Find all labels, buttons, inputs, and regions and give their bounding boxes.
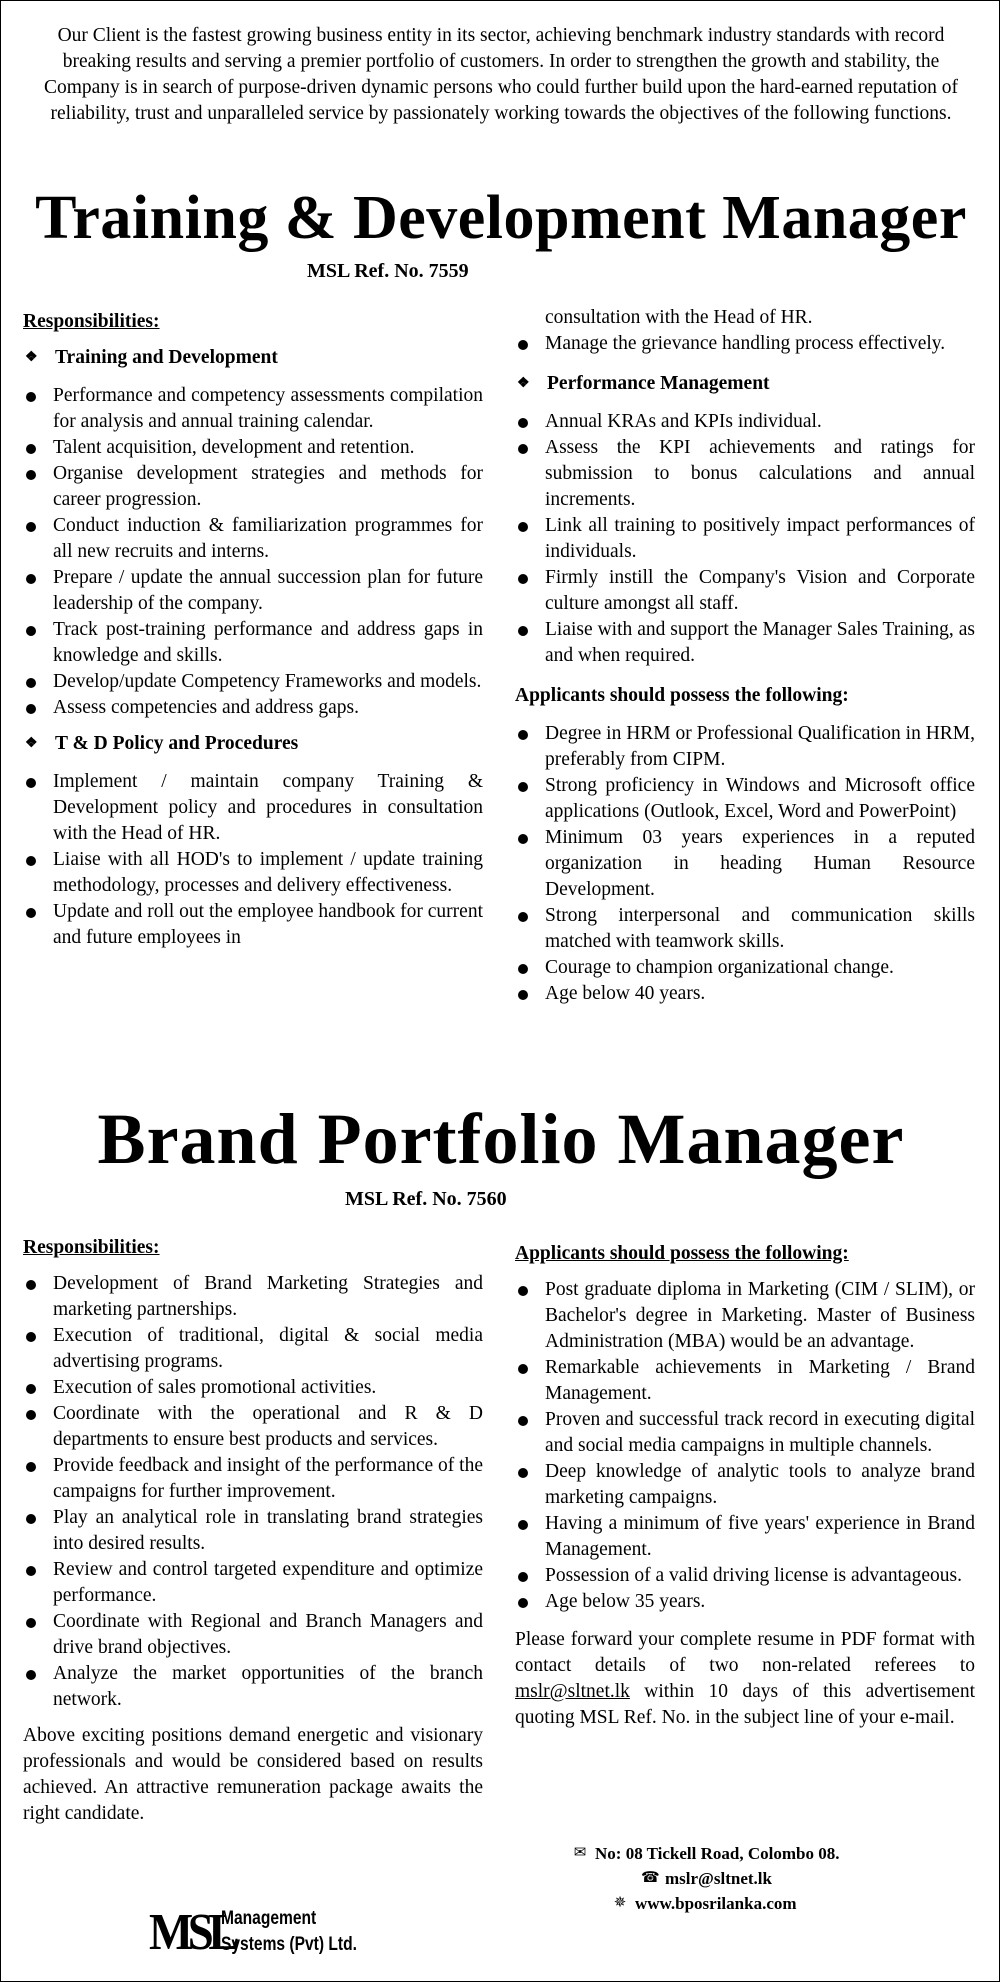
contact-website-link[interactable]: www.bposrilanka.com	[635, 1894, 797, 1913]
bullet-icon	[515, 955, 545, 981]
list-item-text: Age below 40 years.	[545, 983, 706, 1004]
list-item-text: Age below 35 years.	[545, 1591, 706, 1612]
list-item-text: Deep knowledge of analytic tools to analyze brand marketing campaigns.	[545, 1461, 975, 1508]
list-item	[23, 899, 483, 951]
bullet-icon	[23, 513, 53, 539]
bullet-icon	[23, 617, 53, 643]
job1-section2-list-cont	[515, 331, 975, 357]
apply-text-before: Please forward your complete resume in PDF format with contact details of two non-related referees to	[515, 1629, 975, 1676]
list-item	[515, 513, 975, 565]
bullet-icon	[23, 565, 53, 591]
bullet-icon	[23, 1505, 53, 1531]
bullet-icon	[515, 903, 545, 929]
apply-text-after: within 10 days of this advertisement quoting MSL Ref. No. in the subject line of your e-mail.	[515, 1681, 976, 1728]
bullet-icon	[23, 1271, 53, 1297]
list-item	[515, 1511, 975, 1563]
list-item-text: Talent acquisition, development and retention.	[53, 437, 415, 458]
job2-ref: MSL Ref. No. 7560	[345, 1188, 507, 1210]
list-item-text: Prepare / update the annual succession plan for future leadership of the company.	[53, 567, 483, 614]
list-item-text: Develop/update Competency Frameworks and models.	[53, 671, 482, 692]
list-item-text: Track post-training performance and address gaps in knowledge and skills.	[53, 619, 483, 666]
logo-mark: MSL	[149, 1904, 235, 1961]
bullet-icon	[23, 899, 53, 925]
list-item-text: Development of Brand Marketing Strategies and marketing partnerships.	[53, 1273, 483, 1320]
list-item-text: Firmly instill the Company's Vision and Corporate culture amongst all staff.	[545, 567, 975, 614]
list-item-text: Implement / maintain company Training & Development policy and procedures in consultation with the Head of HR.	[53, 771, 483, 844]
list-item	[515, 903, 975, 955]
list-item-text: Courage to champion organizational change.	[545, 957, 894, 978]
list-item-text: Assess the KPI achievements and ratings for submission to bonus calculations and annual increments.	[545, 437, 975, 510]
list-item	[23, 1505, 483, 1557]
list-item	[23, 1661, 483, 1713]
bullet-icon	[515, 825, 545, 851]
list-item	[515, 1355, 975, 1407]
list-item	[23, 1453, 483, 1505]
list-item	[23, 695, 483, 721]
list-item-text: Remarkable achievements in Marketing / Brand Management.	[545, 1357, 975, 1404]
job1-left-column	[23, 309, 483, 951]
job2-title: Brand Portfolio Manager	[97, 1099, 905, 1179]
list-item-text: Update and roll out the employee handbook for current and future employees in	[53, 901, 483, 948]
job2-right-column	[515, 1241, 975, 1731]
list-item-text: Proven and successful track record in executing digital and social media campaigns in multiple channels.	[545, 1409, 975, 1456]
list-item-text: Strong proficiency in Windows and Microsoft office applications (Outlook, Excel, Word and PowerPoint)	[545, 775, 975, 822]
application-instructions	[515, 1627, 975, 1731]
list-item-text: Execution of traditional, digital & social media advertising programs.	[53, 1325, 483, 1372]
contact-email	[571, 1866, 971, 1891]
bullet-icon	[515, 1459, 545, 1485]
job1-section2-heading	[23, 731, 483, 757]
bullet-icon	[515, 1589, 545, 1615]
bullet-icon	[515, 981, 545, 1007]
bullet-icon	[515, 1355, 545, 1381]
list-item-text: Coordinate with the operational and R & D departments to ensure best products and services.	[53, 1403, 483, 1450]
bullet-icon	[23, 1661, 53, 1687]
bullet-icon	[23, 847, 53, 873]
bullet-icon	[515, 1563, 545, 1589]
job2-closing-paragraph: Above exciting positions demand energetic and visionary professionals and would be considered based on results achieved. An attractive remuneration package awaits the right candidate.	[23, 1725, 483, 1824]
list-item-text: Post graduate diploma in Marketing (CIM / SLIM), or Bachelor's degree in Marketing. Master of Business Administration (MBA) would be an advantage.	[545, 1279, 975, 1352]
bullet-icon	[23, 435, 53, 461]
contact-email-text[interactable]: mslr@sltnet.lk	[665, 1869, 772, 1888]
globe-icon: ✵	[613, 1895, 627, 1911]
list-item	[23, 1271, 483, 1323]
job1-requirements-heading: Applicants should possess the following:	[515, 685, 849, 706]
bullet-icon	[23, 769, 53, 795]
list-item	[23, 617, 483, 669]
list-item	[515, 1563, 975, 1589]
list-item	[23, 435, 483, 461]
diamond-bullet-icon: ❖	[25, 350, 38, 365]
job1-section2-continuation: consultation with the Head of HR.	[545, 307, 813, 328]
bullet-icon	[23, 1375, 53, 1401]
list-item	[515, 1589, 975, 1615]
job1-section3-list	[515, 409, 975, 669]
section-title: T & D Policy and Procedures	[55, 733, 299, 754]
bullet-icon	[515, 331, 545, 357]
bullet-icon	[23, 1557, 53, 1583]
bullet-icon	[23, 383, 53, 409]
list-item-text: Coordinate with Regional and Branch Managers and drive brand objectives.	[53, 1611, 483, 1658]
list-item-text: Manage the grievance handling process effectively.	[545, 333, 946, 354]
logo-line2: Systems (Pvt) Ltd.	[221, 1934, 357, 1955]
bullet-icon	[515, 721, 545, 747]
job1-title: Training & Development Manager	[35, 184, 967, 252]
contact-address	[571, 1841, 971, 1866]
job2-requirements-heading: Applicants should possess the following:	[515, 1243, 849, 1264]
bullet-icon	[23, 695, 53, 721]
list-item-text: Degree in HRM or Professional Qualification in HRM, preferably from CIPM.	[545, 723, 976, 770]
bullet-icon	[515, 1511, 545, 1537]
list-item	[23, 461, 483, 513]
job1-section2-list	[23, 769, 483, 951]
list-item	[515, 1277, 975, 1355]
list-item	[23, 513, 483, 565]
job2-responsibilities-heading: Responsibilities:	[23, 1237, 160, 1258]
section-title: Training and Development	[55, 347, 278, 368]
diamond-bullet-icon: ❖	[517, 376, 530, 391]
list-item	[23, 1323, 483, 1375]
bullet-icon	[515, 565, 545, 591]
list-item-text: Analyze the market opportunities of the branch network.	[53, 1663, 483, 1710]
list-item	[515, 617, 975, 669]
envelope-icon: ✉	[573, 1845, 587, 1861]
list-item-text: Possession of a valid driving license is advantageous.	[545, 1565, 963, 1586]
intro-paragraph: Our Client is the fastest growing business entity in its sector, achieving benchmark industry standards with record breaking results and serving a premier portfolio of customers. In order to strengthen the growth and stability, the Company is in search of purpose-driven dynamic persons who could further build upon the hard-earned reputation of reliability, trust and unparalleled service by passionately working towards the objectives of the following functions.	[43, 25, 959, 124]
fax-icon: ☎	[641, 1870, 660, 1886]
list-item	[515, 1407, 975, 1459]
list-item-text: Liaise with and support the Manager Sales Training, as and when required.	[545, 619, 975, 666]
list-item	[23, 1375, 483, 1401]
list-item	[515, 981, 975, 1007]
bullet-icon	[515, 435, 545, 461]
logo-line1: Management	[221, 1908, 317, 1929]
list-item	[23, 383, 483, 435]
list-item	[23, 847, 483, 899]
list-item-text: Strong interpersonal and communication skills matched with teamwork skills.	[545, 905, 975, 952]
bullet-icon	[23, 1609, 53, 1635]
list-item-text: Having a minimum of five years' experience in Brand Management.	[545, 1513, 975, 1560]
job1-right-column	[515, 305, 975, 1007]
list-item-text: Liaise with all HOD's to implement / update training methodology, processes and delivery effectiveness.	[53, 849, 483, 896]
contact-website	[571, 1891, 971, 1916]
job2-left-column	[23, 1235, 483, 1827]
list-item	[515, 773, 975, 825]
address-text: No: 08 Tickell Road, Colombo 08.	[595, 1844, 840, 1863]
diamond-bullet-icon: ❖	[25, 736, 38, 751]
list-item-text: Organise development strategies and methods for career progression.	[53, 463, 483, 510]
list-item	[515, 331, 975, 357]
bullet-icon	[515, 1407, 545, 1433]
list-item-text: Play an analytical role in translating brand strategies into desired results.	[53, 1507, 483, 1554]
bullet-icon	[23, 461, 53, 487]
bullet-icon	[23, 669, 53, 695]
list-item-text: Performance and competency assessments compilation for analysis and annual training calendar.	[53, 385, 483, 432]
list-item-text: Provide feedback and insight of the performance of the campaigns for further improvement.	[53, 1455, 483, 1502]
contact-block	[571, 1841, 971, 1916]
job1-section1-list	[23, 383, 483, 721]
job1-responsibilities-heading: Responsibilities:	[23, 311, 160, 332]
job1-requirements-list	[515, 721, 975, 1007]
job2-requirements-list	[515, 1277, 975, 1615]
list-item	[515, 1459, 975, 1511]
list-item-text: Link all training to positively impact performances of individuals.	[545, 515, 975, 562]
list-item-text: Assess competencies and address gaps.	[53, 697, 359, 718]
bullet-icon	[23, 1401, 53, 1427]
bullet-icon	[515, 1277, 545, 1303]
list-item-text: Annual KRAs and KPIs individual.	[545, 411, 822, 432]
list-item	[515, 409, 975, 435]
job1-section3-heading	[515, 371, 975, 397]
list-item	[23, 1401, 483, 1453]
list-item	[515, 435, 975, 513]
list-item	[23, 1557, 483, 1609]
list-item	[23, 1609, 483, 1661]
msl-logo	[149, 1901, 379, 1965]
list-item-text: Conduct induction & familiarization programmes for all new recruits and interns.	[53, 515, 483, 562]
bullet-icon	[515, 617, 545, 643]
list-item	[23, 669, 483, 695]
list-item	[515, 955, 975, 981]
bullet-icon	[23, 1453, 53, 1479]
bullet-icon	[23, 1323, 53, 1349]
list-item-text: Execution of sales promotional activities.	[53, 1377, 377, 1398]
job1-ref: MSL Ref. No. 7559	[307, 260, 469, 282]
list-item	[515, 721, 975, 773]
list-item	[515, 825, 975, 903]
job1-section1-heading	[23, 345, 483, 371]
list-item-text: Review and control targeted expenditure and optimize performance.	[53, 1559, 483, 1606]
apply-email-link[interactable]: mslr@sltnet.lk	[515, 1681, 630, 1702]
list-item	[515, 565, 975, 617]
bullet-icon	[515, 773, 545, 799]
bullet-icon	[515, 513, 545, 539]
list-item	[23, 769, 483, 847]
bullet-icon	[515, 409, 545, 435]
list-item	[23, 565, 483, 617]
list-item-text: Minimum 03 years experiences in a reputed organization in heading Human Resource Development.	[545, 827, 975, 900]
job2-responsibilities-list	[23, 1271, 483, 1713]
section-title: Performance Management	[547, 373, 770, 394]
